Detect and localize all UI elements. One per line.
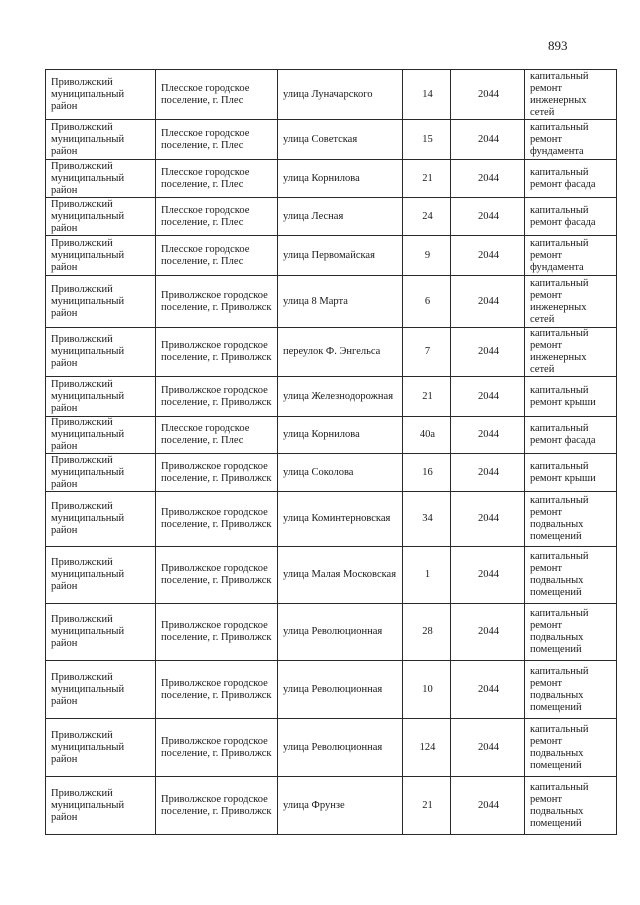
table-row xyxy=(46,276,617,328)
street-cell: улица Луначарского xyxy=(278,70,403,120)
settlement-cell: Приволжское городское поселение, г. Приволжск xyxy=(156,276,278,328)
settlement-cell: Приволжское городское поселение, г. Приволжск xyxy=(156,661,278,719)
table-row xyxy=(46,198,617,236)
work-type-cell: капитальный ремонт фасада xyxy=(525,417,617,454)
district-cell: Приволжский муниципальный район xyxy=(46,377,156,417)
district-cell: Приволжский муниципальный район xyxy=(46,492,156,547)
year-cell: 2044 xyxy=(451,719,525,777)
table-body xyxy=(46,70,617,835)
street-cell: переулок Ф. Энгельса xyxy=(278,328,403,377)
district-cell: Приволжский муниципальный район xyxy=(46,454,156,492)
street-cell: улица Корнилова xyxy=(278,417,403,454)
street-cell: улица Советская xyxy=(278,120,403,160)
house-number-cell: 28 xyxy=(403,604,451,661)
year-cell: 2044 xyxy=(451,377,525,417)
work-type-cell: капитальный ремонт инженерных сетей xyxy=(525,276,617,328)
district-cell: Приволжский муниципальный район xyxy=(46,276,156,328)
house-number-cell: 7 xyxy=(403,328,451,377)
settlement-cell: Приволжское городское поселение, г. Приволжск xyxy=(156,377,278,417)
street-cell: улица Революционная xyxy=(278,604,403,661)
work-type-cell: капитальный ремонт подвальных помещений xyxy=(525,719,617,777)
street-cell: улица Коминтерновская xyxy=(278,492,403,547)
house-number-cell: 1 xyxy=(403,547,451,604)
work-type-cell: капитальный ремонт инженерных сетей xyxy=(525,70,617,120)
work-type-cell: капитальный ремонт инженерных сетей xyxy=(525,328,617,377)
street-cell: улица Революционная xyxy=(278,719,403,777)
street-cell: улица Малая Московская xyxy=(278,547,403,604)
street-cell: улица Революционная xyxy=(278,661,403,719)
street-cell: улица Лесная xyxy=(278,198,403,236)
district-cell: Приволжский муниципальный район xyxy=(46,328,156,377)
house-number-cell: 21 xyxy=(403,377,451,417)
work-type-cell: капитальный ремонт подвальных помещений xyxy=(525,661,617,719)
district-cell: Приволжский муниципальный район xyxy=(46,70,156,120)
district-cell: Приволжский муниципальный район xyxy=(46,236,156,276)
year-cell: 2044 xyxy=(451,236,525,276)
district-cell: Приволжский муниципальный район xyxy=(46,120,156,160)
house-number-cell: 6 xyxy=(403,276,451,328)
table-row xyxy=(46,454,617,492)
table-row xyxy=(46,719,617,777)
table-row xyxy=(46,547,617,604)
house-number-cell: 14 xyxy=(403,70,451,120)
table-row xyxy=(46,328,617,377)
year-cell: 2044 xyxy=(451,492,525,547)
work-type-cell: капитальный ремонт подвальных помещений xyxy=(525,604,617,661)
settlement-cell: Приволжское городское поселение, г. Приволжск xyxy=(156,328,278,377)
settlement-cell: Приволжское городское поселение, г. Приволжск xyxy=(156,454,278,492)
table-row xyxy=(46,377,617,417)
settlement-cell: Приволжское городское поселение, г. Приволжск xyxy=(156,492,278,547)
year-cell: 2044 xyxy=(451,198,525,236)
year-cell: 2044 xyxy=(451,328,525,377)
house-number-cell: 124 xyxy=(403,719,451,777)
house-number-cell: 9 xyxy=(403,236,451,276)
table-row xyxy=(46,492,617,547)
table-row xyxy=(46,661,617,719)
district-cell: Приволжский муниципальный район xyxy=(46,417,156,454)
district-cell: Приволжский муниципальный район xyxy=(46,198,156,236)
settlement-cell: Плесское городское поселение, г. Плес xyxy=(156,198,278,236)
house-number-cell: 10 xyxy=(403,661,451,719)
street-cell: улица Железнодорожная xyxy=(278,377,403,417)
settlement-cell: Плесское городское поселение, г. Плес xyxy=(156,160,278,198)
house-number-cell: 16 xyxy=(403,454,451,492)
house-number-cell: 15 xyxy=(403,120,451,160)
year-cell: 2044 xyxy=(451,661,525,719)
work-type-cell: капитальный ремонт крыши xyxy=(525,377,617,417)
street-cell: улица 8 Марта xyxy=(278,276,403,328)
house-number-cell: 40а xyxy=(403,417,451,454)
year-cell: 2044 xyxy=(451,777,525,835)
district-cell: Приволжский муниципальный район xyxy=(46,661,156,719)
street-cell: улица Фрунзе xyxy=(278,777,403,835)
table-row xyxy=(46,604,617,661)
district-cell: Приволжский муниципальный район xyxy=(46,604,156,661)
street-cell: улица Первомайская xyxy=(278,236,403,276)
table-row xyxy=(46,777,617,835)
district-cell: Приволжский муниципальный район xyxy=(46,547,156,604)
district-cell: Приволжский муниципальный район xyxy=(46,160,156,198)
work-type-cell: капитальный ремонт фасада xyxy=(525,160,617,198)
house-number-cell: 34 xyxy=(403,492,451,547)
settlement-cell: Приволжское городское поселение, г. Приволжск xyxy=(156,604,278,661)
settlement-cell: Плесское городское поселение, г. Плес xyxy=(156,417,278,454)
district-cell: Приволжский муниципальный район xyxy=(46,719,156,777)
house-number-cell: 21 xyxy=(403,777,451,835)
settlement-cell: Приволжское городское поселение, г. Приволжск xyxy=(156,547,278,604)
settlement-cell: Приволжское городское поселение, г. Приволжск xyxy=(156,777,278,835)
work-type-cell: капитальный ремонт фасада xyxy=(525,198,617,236)
page-number: 893 xyxy=(548,38,568,53)
settlement-cell: Плесское городское поселение, г. Плес xyxy=(156,70,278,120)
settlement-cell: Плесское городское поселение, г. Плес xyxy=(156,236,278,276)
work-type-cell: капитальный ремонт фундамента xyxy=(525,236,617,276)
year-cell: 2044 xyxy=(451,604,525,661)
table-row xyxy=(46,70,617,120)
year-cell: 2044 xyxy=(451,547,525,604)
table-row xyxy=(46,120,617,160)
house-number-cell: 24 xyxy=(403,198,451,236)
year-cell: 2044 xyxy=(451,417,525,454)
work-type-cell: капитальный ремонт подвальных помещений xyxy=(525,547,617,604)
house-number-cell: 21 xyxy=(403,160,451,198)
year-cell: 2044 xyxy=(451,70,525,120)
table-row xyxy=(46,417,617,454)
year-cell: 2044 xyxy=(451,160,525,198)
year-cell: 2044 xyxy=(451,276,525,328)
settlement-cell: Плесское городское поселение, г. Плес xyxy=(156,120,278,160)
settlement-cell: Приволжское городское поселение, г. Приволжск xyxy=(156,719,278,777)
work-type-cell: капитальный ремонт крыши xyxy=(525,454,617,492)
work-type-cell: капитальный ремонт фундамента xyxy=(525,120,617,160)
street-cell: улица Соколова xyxy=(278,454,403,492)
repair-schedule-table xyxy=(45,69,617,835)
table-row xyxy=(46,236,617,276)
year-cell: 2044 xyxy=(451,120,525,160)
table-row xyxy=(46,160,617,198)
work-type-cell: капитальный ремонт подвальных помещений xyxy=(525,492,617,547)
district-cell: Приволжский муниципальный район xyxy=(46,777,156,835)
street-cell: улица Корнилова xyxy=(278,160,403,198)
year-cell: 2044 xyxy=(451,454,525,492)
work-type-cell: капитальный ремонт подвальных помещений xyxy=(525,777,617,835)
